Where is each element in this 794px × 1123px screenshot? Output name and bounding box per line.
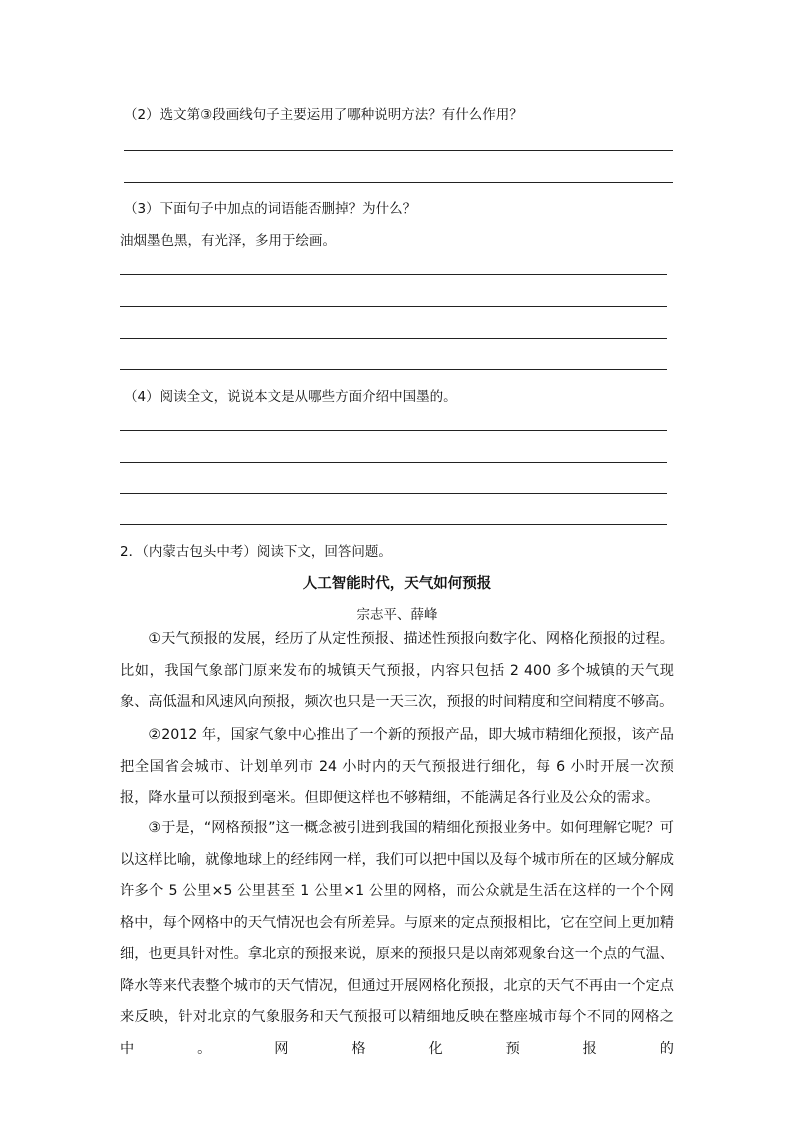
answer-line <box>120 338 667 339</box>
answer-line <box>120 274 667 275</box>
paragraph-2: ②2012 年，国家气象中心推出了一个新的预报产品，即大城市精细化预报，该产品把全国省会城市、计划单列市 24 小时内的天气预报进行细化，每 6 小时开展一次预报，降水量可以预报到毫米。但即便这样也不够精细，不能满足各行业及公众的需求。 <box>120 727 674 806</box>
paragraph-1: ①天气预报的发展，经历了从定性预报、描述性预报向数字化、网格化预报的过程。比如，我国气象部门原来发布的城镇天气预报，内容只包括 2 400 多个城镇的天气现象、高低温和风速风向预报，频次也只是一天三次，预报的时间精度和空间精度不够高。 <box>120 631 674 710</box>
article-title: 人工智能时代，天气如何预报 <box>302 576 492 592</box>
article-authors: 宗志平、薛峰 <box>356 607 438 623</box>
answer-line <box>120 524 667 525</box>
answer-line <box>124 182 673 183</box>
answer-line <box>120 493 667 494</box>
answer-line <box>120 430 667 431</box>
answer-line <box>120 306 667 307</box>
answer-line <box>124 150 673 151</box>
question-4: （4）阅读全文，说说本文是从哪些方面介绍中国墨的。 <box>124 389 457 405</box>
question-3-sentence: 油烟墨色黑，有光泽，多用于绘画。 <box>120 233 336 249</box>
answer-line <box>120 462 667 463</box>
section-2-intro: 2．（内蒙古包头中考）阅读下文，回答问题。 <box>120 544 392 560</box>
paragraph-3: ③于是，“网格预报”这一概念被引进到我国的精细化预报业务中。如何理解它呢？可以这样比喻，就像地球上的经纬网一样，我们可以把中国以及每个城市所在的区域分解成许多个 5 公里×5 公里甚至 1 公里×1 公里的网格，而公众就是生活在这样的一个个网格中，每个网格中的天气情况也会有所差异。与原来的定点预报相比，它在空间上更加精细，也更具针对性。拿北京的预报来说，原来的预报只是以南郊观象台这一个点的气温、降水等来代表整个城市的天气情况，但通过开展网格化预报，北京的天气不再由一个定点来反映，针对北京的气象服务和天气预报可以精细地反映在整座城市每个不同的网格之中。网格化预报的 <box>120 820 674 1057</box>
question-2: （2）选文第③段画线句子主要运用了哪种说明方法？有什么作用？ <box>124 107 523 123</box>
answer-line <box>120 369 667 370</box>
question-3: （3）下面句子中加点的词语能否删掉？为什么？ <box>124 201 417 217</box>
